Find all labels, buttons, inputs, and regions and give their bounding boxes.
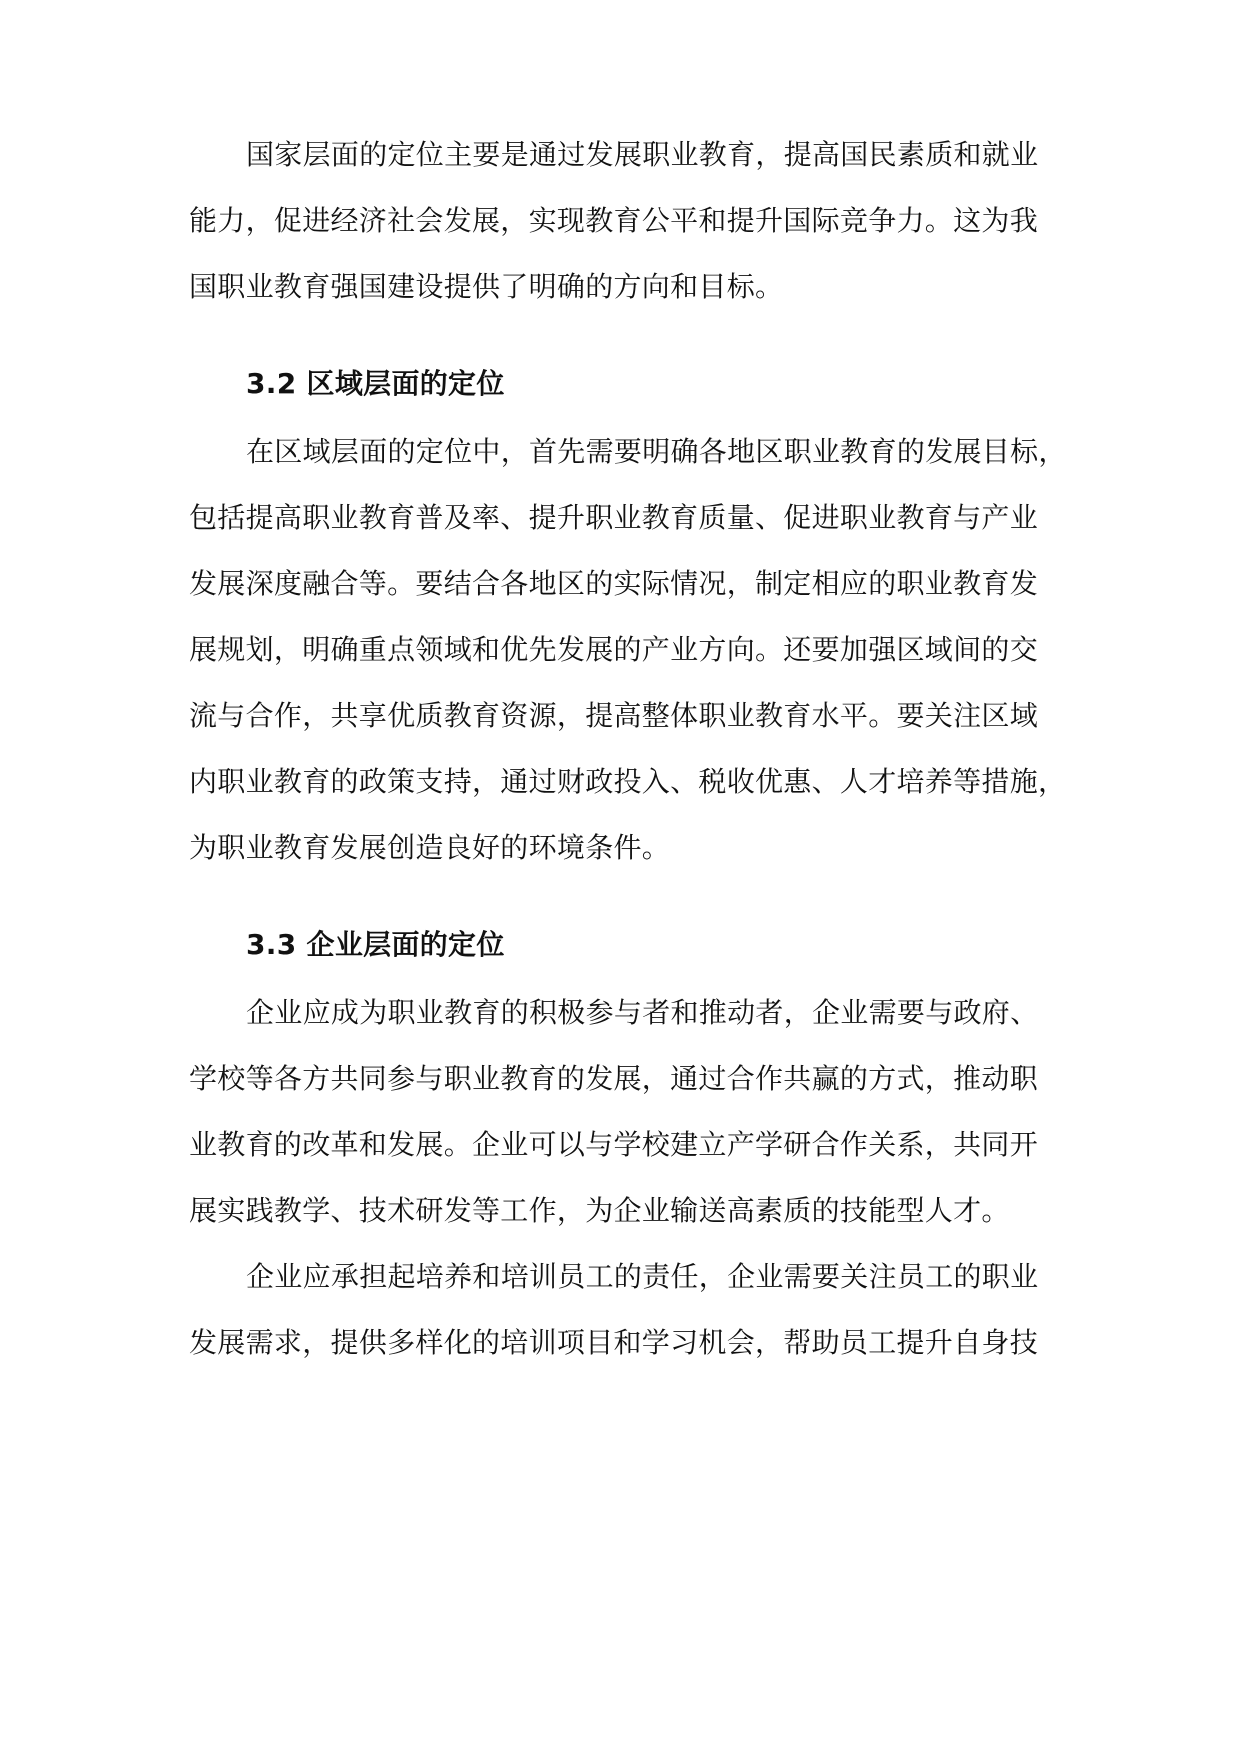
paragraph-line: 展规划，明确重点领域和优先发展的产业方向。还要加强区域间的交 (189, 633, 1039, 666)
paragraph-line: 企业应成为职业教育的积极参与者和推动者，企业需要与政府、 (246, 996, 1039, 1029)
paragraph-line: 在区域层面的定位中，首先需要明确各地区职业教育的发展目标， (246, 435, 1067, 468)
section-heading-3-3: 3.3 企业层面的定位 (246, 928, 505, 961)
paragraph-line: 发展需求，提供多样化的培训项目和学习机会，帮助员工提升自身技 (189, 1326, 1039, 1359)
paragraph-line: 学校等各方共同参与职业教育的发展，通过合作共赢的方式，推动职 (189, 1062, 1039, 1095)
paragraph-line: 内职业教育的政策支持，通过财政投入、税收优惠、人才培养等措施， (189, 765, 1067, 798)
section-heading-3-2: 3.2 区域层面的定位 (246, 367, 505, 400)
paragraph-line: 流与合作，共享优质教育资源，提高整体职业教育水平。要关注区域 (189, 699, 1039, 732)
paragraph-line: 能力，促进经济社会发展，实现教育公平和提升国际竞争力。这为我 (189, 204, 1039, 237)
paragraph-line: 发展深度融合等。要结合各地区的实际情况，制定相应的职业教育发 (189, 567, 1039, 600)
paragraph-line: 国家层面的定位主要是通过发展职业教育，提高国民素质和就业 (246, 138, 1039, 171)
paragraph-line: 国职业教育强国建设提供了明确的方向和目标。 (189, 270, 784, 303)
paragraph-line: 展实践教学、技术研发等工作，为企业输送高素质的技能型人才。 (189, 1194, 1010, 1227)
paragraph-line: 为职业教育发展创造良好的环境条件。 (189, 831, 671, 864)
paragraph-line: 企业应承担起培养和培训员工的责任，企业需要关注员工的职业 (246, 1260, 1039, 1293)
paragraph-line: 包括提高职业教育普及率、提升职业教育质量、促进职业教育与产业 (189, 501, 1039, 534)
paragraph-line: 业教育的改革和发展。企业可以与学校建立产学研合作关系，共同开 (189, 1128, 1039, 1161)
